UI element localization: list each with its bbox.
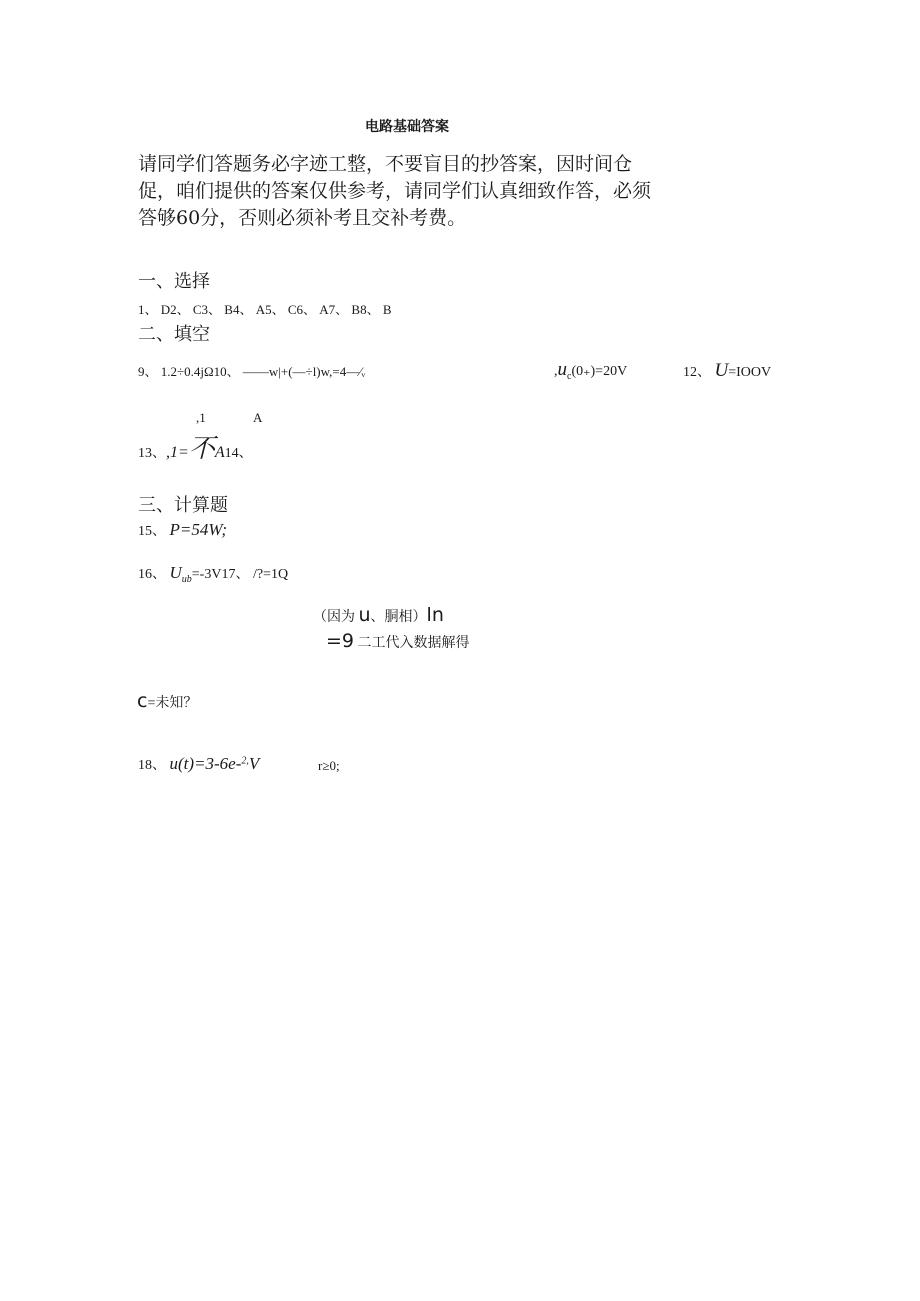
answer-17-line-2: =9 二工代入数据解得 bbox=[326, 630, 470, 652]
section-choice-heading: 一、选择 bbox=[138, 271, 210, 292]
answer-16-17: 16、 $U_{ub}=-3V17$、 /?=1Q bbox=[138, 563, 289, 585]
answer-13-14: 13、,1=不A14、 bbox=[138, 434, 253, 463]
answer-13-fraction-top-b: A bbox=[253, 410, 263, 425]
answer-c-unknown: c=未知？ bbox=[137, 690, 198, 712]
answer-15: 15、 P=54W; bbox=[138, 520, 228, 539]
answer-13-fraction-top-a: ,1 bbox=[196, 410, 206, 425]
intro-line-2: 促，咱们提供的答案仅供参考，请同学们认真细致作答，必须 bbox=[138, 180, 652, 202]
answer-12: 12、 U=IOOV bbox=[683, 360, 772, 381]
intro-paragraph bbox=[138, 151, 698, 232]
answer-17-line-1: （因为 u、胴相）ln bbox=[313, 604, 444, 626]
answers-1-8: 1、 D2、 C3、 B4、 A5、 C6、 A7、 B8、 B bbox=[138, 302, 392, 317]
intro-line-3: 答够60分，否则必须补考且交补考费。 bbox=[138, 207, 467, 229]
section-fill-heading: 二、填空 bbox=[138, 324, 210, 345]
answers-9-10: 9、 1.2÷0.4jΩ10、 ——w|+(—÷l)w,=4—⁄ᵥ bbox=[138, 364, 366, 379]
intro-line-1: 请同学们答题务必字迹工整，不要盲目的抄答案，因时间仓 bbox=[138, 153, 633, 175]
section-calc-heading: 三、计算题 bbox=[138, 495, 228, 516]
document-title: 电路基础答案 bbox=[365, 119, 449, 135]
answer-18: 18、 u(t)=3-6e-$^{2,}$V bbox=[138, 754, 260, 773]
answer-18-condition: r≥0; bbox=[318, 758, 340, 773]
answer-11: $,u_c(0_+)=20V$ bbox=[554, 359, 628, 382]
